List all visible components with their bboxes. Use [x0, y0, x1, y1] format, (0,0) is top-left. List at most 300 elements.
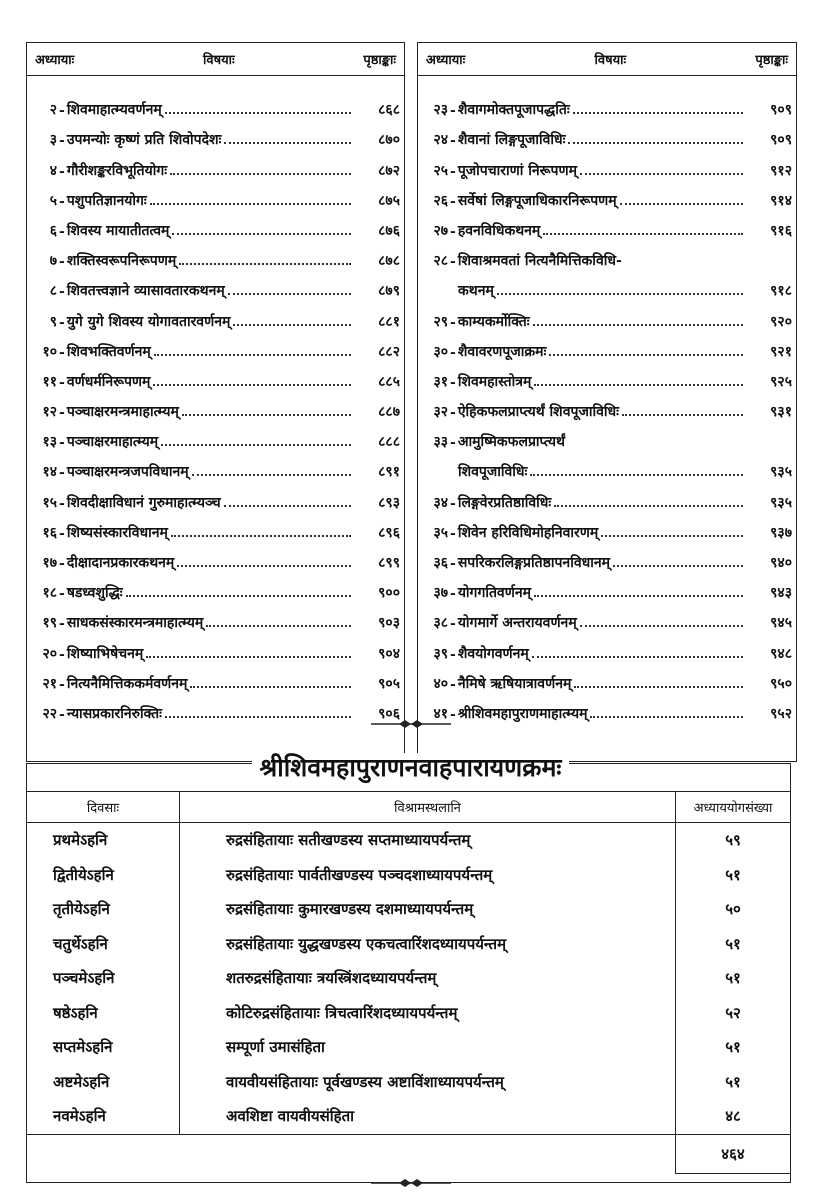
chapter-title: शिवतत्त्वज्ञाने व्यासावतारकथनम् — [66, 283, 225, 300]
index-row — [27, 361, 404, 391]
chapter-number: १८ — [42, 585, 57, 602]
count-cell: ५१ — [676, 961, 791, 996]
page-number: ९४५ — [770, 615, 792, 632]
page-number: ९१२ — [770, 162, 792, 179]
index-row — [418, 421, 796, 451]
chapter-title: आमुष्मिकफलप्राप्त्यर्थं — [457, 434, 565, 451]
count-cell: ५० — [676, 892, 791, 927]
chapter-number: ४ — [49, 162, 57, 179]
leader-dots — [534, 595, 743, 597]
index-row — [27, 663, 404, 693]
dash: - — [450, 616, 456, 633]
page-number: ९०६ — [378, 705, 400, 722]
chapter-title: शैवानां लिङ्गपूजाविधिः — [457, 132, 566, 149]
leader-dots — [206, 625, 351, 627]
dash: - — [59, 193, 65, 210]
dash: - — [59, 133, 65, 150]
dash: - — [59, 586, 65, 603]
count-cell: ५९ — [676, 823, 791, 858]
page-number: ९२५ — [770, 373, 792, 390]
dash: - — [59, 254, 65, 271]
header-adhyaya: अध्यायाः — [35, 53, 75, 68]
leader-dots — [126, 595, 351, 597]
chapter-title: नित्यनैमित्तिककर्मवर्णनम् — [66, 675, 188, 692]
chapter-number: ८ — [49, 283, 57, 300]
parayana-row — [27, 858, 791, 893]
leader-dots — [530, 474, 743, 476]
chapter-number: १६ — [42, 524, 57, 541]
place-cell: रुद्रसंहितायाः युद्धखण्डस्य एकचत्वारिंशदध्यायपर्यन्तम् — [180, 927, 676, 962]
dash: - — [59, 646, 65, 663]
leader-dots — [533, 324, 743, 326]
leader-dots — [532, 656, 743, 658]
index-row — [418, 180, 796, 210]
leader-dots — [154, 354, 351, 356]
leader-dots — [573, 112, 743, 114]
page-number: ८७५ — [378, 192, 400, 209]
chapter-number: १५ — [42, 494, 57, 511]
chapter-title: शक्तिस्वरूपनिरूपणम् — [66, 253, 177, 270]
chapter-title: शिवाश्रमवतां नित्यनैमित्तिकविधि- — [457, 253, 622, 270]
chapter-number: १४ — [42, 464, 57, 481]
place-cell: रुद्रसंहितायाः कुमारखण्डस्य दशमाध्यायपर्यन्तम् — [180, 892, 676, 927]
index-row — [418, 572, 796, 602]
dash: - — [59, 465, 65, 482]
count-cell: ५१ — [676, 858, 791, 893]
page-number: ९२० — [770, 313, 792, 330]
index-row — [418, 481, 796, 511]
day-cell: तृतीयेऽहनि — [27, 892, 180, 927]
day-cell: प्रथमेऽहनि — [27, 823, 180, 858]
chapter-title: शिष्याभिषेचनम् — [66, 645, 144, 662]
leader-dots — [534, 384, 743, 386]
chapter-number: ३३ — [433, 434, 448, 451]
index-row — [27, 602, 404, 632]
chapter-title: ऐहिकफलप्राप्त्यर्थं शिवपूजाविधिः — [457, 404, 619, 421]
parayana-total-row — [27, 1134, 791, 1173]
chapter-title: शिष्यसंस्कारविधानम् — [66, 524, 168, 541]
chapter-title: सपरिकरलिङ्गप्रतिष्ठापनविधानम् — [457, 555, 610, 571]
chapter-number: ६ — [49, 222, 57, 239]
chapter-title: पञ्चाक्षरमन्त्रजपविधानम् — [66, 464, 189, 481]
parayana-table — [26, 791, 791, 1174]
chapter-title: युगे युगे शिवस्य योगावतारवर्णनम् — [66, 313, 231, 330]
dash: - — [450, 706, 456, 723]
header-day: दिवसाः — [27, 792, 180, 823]
count-cell: ५२ — [676, 996, 791, 1031]
leader-dots — [497, 293, 743, 295]
dash: - — [450, 646, 456, 663]
index-row — [418, 361, 796, 391]
dash: - — [450, 374, 456, 391]
leader-dots — [622, 414, 743, 416]
chapter-number: १० — [42, 343, 57, 360]
dash: - — [450, 163, 456, 180]
leader-dots — [233, 324, 351, 326]
chapter-number: ३९ — [433, 645, 448, 662]
page-number: ८८५ — [378, 373, 400, 390]
parayana-row — [27, 927, 791, 962]
chapter-title: नैमिषे ऋषियात्रावर्णनम् — [457, 675, 572, 692]
day-cell: पञ्चमेऽहनि — [27, 961, 180, 996]
index-row — [418, 391, 796, 421]
chapter-number: २६ — [433, 192, 448, 209]
dash: - — [450, 676, 456, 693]
leader-dots — [192, 474, 351, 476]
chapter-title: षडध्वशुद्धिः — [66, 585, 123, 602]
leader-dots — [177, 565, 351, 567]
parayana-row — [27, 892, 791, 927]
page-number: ९२१ — [770, 343, 792, 360]
chapter-number: १३ — [42, 434, 57, 451]
index-row — [27, 542, 404, 572]
index-row — [418, 602, 796, 632]
ornament-divider-bottom — [0, 1177, 821, 1192]
chapter-number: ३८ — [433, 615, 448, 632]
index-row — [418, 210, 796, 240]
chapter-title: शिवभक्तिवर्णनम् — [66, 343, 151, 360]
index-row — [27, 240, 404, 270]
index-row — [27, 300, 404, 330]
dash: - — [59, 435, 65, 452]
ornament-divider-top — [0, 718, 821, 733]
dash: - — [59, 344, 65, 361]
chapter-title: हवनविधिकथनम् — [457, 222, 541, 239]
blank-cell — [180, 1134, 676, 1173]
index-row — [27, 481, 404, 511]
chapter-title: लिङ्गवेरप्रतिष्ठाविधिः — [457, 494, 552, 511]
index-row — [27, 512, 404, 542]
day-cell: अष्टमेऽहनि — [27, 1065, 180, 1100]
leader-dots — [601, 535, 743, 537]
chapter-number: १९ — [42, 615, 57, 632]
chapter-title: वर्णधर्मनिरूपणम् — [66, 373, 151, 390]
leader-dots — [620, 203, 743, 205]
chapter-number: १७ — [42, 555, 57, 571]
page-number: ९०४ — [378, 645, 400, 662]
index-right-header — [418, 43, 796, 76]
chapter-number: २१ — [42, 675, 57, 692]
header-prishtha: पृष्ठाङ्काः — [755, 53, 788, 68]
page-number: ९४८ — [770, 645, 792, 662]
page-number: ८९६ — [378, 524, 400, 541]
dash: - — [59, 495, 65, 512]
leader-dots — [224, 505, 351, 507]
index-row — [418, 119, 796, 149]
index-row — [418, 149, 796, 179]
index-right-column — [417, 42, 797, 762]
chapter-title: शिवेन हरिविधिमोहनिवारणम् — [457, 524, 599, 541]
chapter-number: ३७ — [433, 585, 448, 602]
index-row — [418, 512, 796, 542]
place-cell: अवशिष्टा वायवीयसंहिता — [180, 1099, 676, 1134]
count-cell: ४८ — [676, 1099, 791, 1134]
chapter-number: ३६ — [433, 555, 448, 571]
page-number: ९१८ — [770, 283, 792, 300]
page-number: ८९१ — [378, 464, 400, 481]
dash: - — [450, 103, 456, 120]
index-row — [418, 542, 796, 572]
leader-dots — [574, 686, 743, 688]
index-row — [27, 451, 404, 481]
index-row — [418, 331, 796, 361]
chapter-number: ७ — [49, 253, 57, 270]
index-row — [27, 391, 404, 421]
dash: - — [59, 405, 65, 422]
dash: - — [450, 556, 456, 572]
index-row — [418, 300, 796, 330]
parayana-header-row — [27, 792, 791, 823]
index-row — [27, 572, 404, 602]
leader-dots — [568, 142, 743, 144]
index-row — [27, 119, 404, 149]
day-cell: सप्तमेऽहनि — [27, 1030, 180, 1065]
parayana-row — [27, 961, 791, 996]
index-row — [27, 632, 404, 662]
chapter-title: योगगतिवर्णनम् — [457, 585, 531, 602]
place-cell: वायवीयसंहितायाः पूर्वखण्डस्य अष्टाविंशाध्यायपर्यन्तम् — [180, 1065, 676, 1100]
page-number: ८७८ — [378, 253, 400, 270]
chapter-title: सर्वेषां लिङ्गपूजाधिकारनिरूपणम् — [457, 192, 617, 209]
chapter-title: पूजोपचाराणां निरूपणम् — [457, 162, 577, 179]
chapter-title: गौरीशङ्करविभूतियोगः — [66, 162, 168, 179]
chapter-number: २० — [42, 645, 57, 662]
index-row — [27, 270, 404, 300]
dash: - — [59, 525, 65, 542]
count-cell: ५१ — [676, 927, 791, 962]
page-number: ९३५ — [770, 464, 792, 481]
chapter-title: श्रीशिवमहापुराणमाहात्म्यम् — [457, 705, 588, 722]
chapter-title: शिवपूजाविधिः — [458, 464, 528, 481]
chapter-number: २३ — [433, 102, 448, 119]
page-number: ८८२ — [378, 343, 400, 360]
page-number: ९१६ — [770, 222, 792, 239]
index-row — [418, 663, 796, 693]
count-cell: ५१ — [676, 1030, 791, 1065]
leader-dots — [224, 142, 351, 144]
day-cell: चतुर्थेऽहनि — [27, 927, 180, 962]
chapter-number: २२ — [42, 705, 57, 722]
dash: - — [450, 133, 456, 150]
leader-dots — [580, 625, 743, 627]
place-cell: शतरुद्रसंहितायाः त्रयस्त्रिंशदध्यायपर्यन्तम् — [180, 961, 676, 996]
chapter-number: २ — [49, 102, 57, 119]
page-number: ९१४ — [770, 192, 792, 209]
chapter-number: ११ — [42, 373, 57, 390]
index-row — [418, 451, 796, 481]
chapter-number: २९ — [433, 313, 448, 330]
parayana-box — [26, 763, 791, 1183]
dash: - — [59, 223, 65, 240]
chapter-title: शिवमाहात्म्यवर्णनम् — [66, 102, 162, 119]
leader-dots — [549, 354, 743, 356]
chapter-title: दीक्षादानप्रकारकथनम् — [66, 555, 175, 571]
parayana-title-wrap — [0, 750, 821, 784]
leader-dots — [161, 444, 351, 446]
dash: - — [450, 525, 456, 542]
dash: - — [59, 616, 65, 633]
chapter-title: काम्यकर्मोक्तिः — [457, 313, 530, 330]
leader-dots — [543, 233, 743, 235]
chapter-number: २८ — [433, 253, 448, 270]
page-number: ८८१ — [378, 313, 400, 330]
chapter-title: पशुपतिज्ञानयोगः — [66, 192, 147, 209]
index-row — [27, 421, 404, 451]
dash: - — [450, 495, 456, 512]
chapter-number: २७ — [433, 222, 448, 239]
chapter-title: न्यासप्रकारनिरुक्तिः — [66, 705, 162, 722]
dash: - — [450, 405, 456, 422]
header-adhyaya: अध्यायाः — [426, 53, 466, 68]
parayana-row — [27, 823, 791, 858]
index-row — [27, 331, 404, 361]
index-row — [418, 270, 796, 300]
chapter-number: १२ — [42, 404, 57, 421]
page-number: ९०९ — [770, 102, 792, 119]
chapter-number: ३२ — [433, 404, 448, 421]
place-cell: कोटिरुद्रसंहितायाः त्रिचत्वारिंशदध्यायपर्यन्तम् — [180, 996, 676, 1031]
page-number: ९३५ — [770, 494, 792, 511]
chapter-title: पञ्चाक्षरमाहात्म्यम् — [66, 434, 159, 451]
leader-dots — [150, 203, 351, 205]
page-number: ९४३ — [770, 585, 792, 602]
chapter-number: ९ — [49, 313, 57, 330]
chapter-title: पञ्चाक्षरमन्त्रमाहात्म्यम् — [66, 404, 179, 421]
page-number: ८७९ — [378, 283, 400, 300]
chapter-number: ४० — [433, 675, 448, 692]
leader-dots — [172, 233, 351, 235]
dash: - — [59, 163, 65, 180]
page-number: ८९३ — [378, 494, 400, 511]
header-prishtha: पृष्ठाङ्काः — [363, 53, 396, 68]
leader-dots — [179, 263, 351, 265]
header-count: अध्याययोगसंख्या — [676, 792, 791, 823]
parayana-row — [27, 1065, 791, 1100]
chapter-title: शिवस्य मायातीतत्वम् — [66, 222, 170, 239]
index-left-column — [26, 42, 405, 762]
page-number: ९३१ — [770, 404, 792, 421]
chapter-number: २४ — [433, 132, 448, 149]
index-row — [418, 89, 796, 119]
dash: - — [59, 284, 65, 301]
chapter-title: साधकसंस्कारमन्त्रमाहात्म्यम् — [66, 615, 204, 632]
dash: - — [59, 556, 65, 572]
total-count: ४६४ — [676, 1134, 791, 1173]
count-cell: ५१ — [676, 1065, 791, 1100]
chapter-title: कथनम् — [458, 283, 494, 300]
page-number: ९०३ — [378, 615, 400, 632]
index-left-header — [27, 43, 404, 76]
chapter-number: ५ — [49, 192, 57, 209]
dash: - — [59, 706, 65, 723]
place-cell: रुद्रसंहितायाः पार्वतीखण्डस्य पञ्चदशाध्यायपर्यन्तम् — [180, 858, 676, 893]
leader-dots — [228, 293, 351, 295]
chapter-number: ३ — [49, 132, 57, 149]
page-number: ९०० — [378, 585, 400, 602]
chapter-title: शैवयोगवर्णनम् — [457, 645, 529, 662]
parayana-row — [27, 1099, 791, 1134]
page-number: ८७२ — [378, 162, 400, 179]
dash: - — [450, 314, 456, 331]
index-row — [418, 632, 796, 662]
index-row — [27, 180, 404, 210]
chapter-title: शैवावरणपूजाक्रमः — [457, 343, 547, 360]
dash: - — [450, 223, 456, 240]
page-number: ९५२ — [770, 705, 792, 722]
page-number: ८९९ — [378, 555, 400, 571]
leader-dots — [165, 112, 351, 114]
index-row — [27, 149, 404, 179]
day-cell: द्वितीयेऽहनि — [27, 858, 180, 893]
leader-dots — [171, 535, 351, 537]
page-number: ८६८ — [378, 102, 400, 119]
index-row — [418, 240, 796, 270]
chapter-number: ३४ — [433, 494, 448, 511]
page-number: ८७६ — [378, 222, 400, 239]
dash: - — [450, 193, 456, 210]
index-right-rows — [418, 89, 796, 723]
day-cell: षष्ठेऽहनि — [27, 996, 180, 1031]
blank-cell — [27, 1134, 180, 1173]
header-place: विश्रामस्थलानि — [180, 792, 676, 823]
header-vishaya: विषयाः — [202, 53, 235, 68]
page-number: ९५० — [770, 675, 792, 692]
page-number: ९४० — [770, 555, 792, 571]
parayana-body — [27, 823, 791, 1174]
page-number: ९३७ — [770, 524, 792, 541]
dash: - — [59, 103, 65, 120]
leader-dots — [580, 173, 743, 175]
header-vishaya: विषयाः — [594, 53, 627, 68]
leader-dots — [613, 565, 743, 567]
place-cell: रुद्रसंहितायाः सतीखण्डस्य सप्तमाध्यायपर्यन्तम् — [180, 823, 676, 858]
chapter-title: उपमन्योः कृष्णं प्रति शिवोपदेशः — [66, 132, 222, 149]
index-row — [27, 210, 404, 240]
parayana-row — [27, 996, 791, 1031]
leader-dots — [554, 505, 743, 507]
chapter-number: ३५ — [433, 524, 448, 541]
page-number: ८८८ — [378, 434, 400, 451]
leader-dots — [146, 656, 351, 658]
leader-dots — [153, 384, 351, 386]
parayana-row — [27, 1030, 791, 1065]
index-left-rows — [27, 89, 404, 723]
page-number: ८७० — [378, 132, 400, 149]
leader-dots — [190, 686, 351, 688]
chapter-number: २५ — [433, 162, 448, 179]
chapter-title: शिवमहास्तोत्रम् — [457, 373, 532, 390]
dash: - — [450, 254, 456, 271]
page-number: ९०५ — [378, 675, 400, 692]
chapter-number: ४१ — [433, 705, 448, 722]
dash: - — [450, 435, 456, 452]
parayana-title: श्रीशिवमहापुराणनवाहपारायणक्रमः — [252, 753, 570, 782]
chapter-title: योगमार्गे अन्तरायवर्णनम् — [457, 615, 577, 632]
chapter-number: ३१ — [433, 373, 448, 390]
page-number: ८८७ — [378, 404, 400, 421]
dash: - — [59, 314, 65, 331]
page-number: ९०९ — [770, 132, 792, 149]
chapter-title: शैवागमोक्तपूजापद्धतिः — [457, 102, 570, 119]
dash: - — [59, 676, 65, 693]
day-cell: नवमेऽहनि — [27, 1099, 180, 1134]
dash: - — [59, 374, 65, 391]
place-cell: सम्पूर्णा उमासंहिता — [180, 1030, 676, 1065]
chapter-title: शिवदीक्षाविधानं गुरुमाहात्म्यञ्च — [66, 494, 221, 511]
leader-dots — [170, 173, 351, 175]
leader-dots — [182, 414, 351, 416]
index-row — [27, 89, 404, 119]
